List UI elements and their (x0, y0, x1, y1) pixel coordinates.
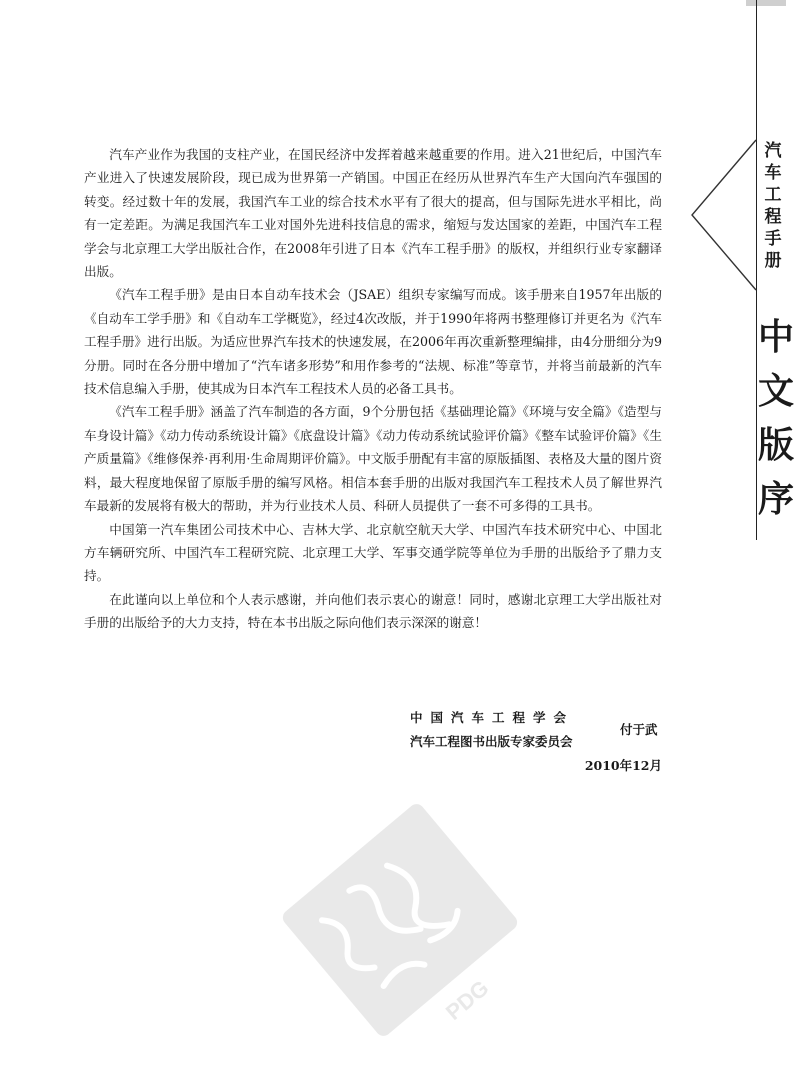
signature-org-committee: 汽车工程图书出版专家委员会 (410, 734, 573, 749)
side-section-heading (758, 310, 794, 526)
signature-date: 2010年12月 (584, 758, 662, 773)
watermark-label: PDG (440, 975, 494, 1025)
side-book-title (760, 140, 786, 272)
side-preface-char: 序 (758, 478, 794, 520)
signature-block (380, 708, 662, 778)
paragraph-5: 在此谨向以上单位和个人表示感谢，并向他们表示衷心的谢意！同时，感谢北京理工大学出版社对手册的出版给予的大力支持，特在本书出版之际向他们表示深深的谢意！ (84, 591, 662, 631)
paragraph-2: 《汽车工程手册》是由日本自动车技术会（JSAE）组织专家编写而成。该手册来自1957年出版的《自动车工学手册》和《自动车工学概览》，经过4次改版，并于1990年将两书整理修订并更名为《汽车工程手册》进行出版。为适应世界汽车技术的快速发展，在2006年再次重新整理编排，由4分册细分为9分册。同时在各分册中增加了“汽车诸多形势”和用作参考的“法规、标准”等章节，并将当前最新的汽车技术信息编入手册，使其成为日本汽车工程技术人员的必备工具书。 (84, 287, 662, 397)
side-title-char: 汽 (764, 141, 782, 161)
side-preface-char: 版 (758, 424, 794, 466)
watermark-seal (250, 770, 550, 1070)
paragraph-3: 《汽车工程手册》涵盖了汽车制造的各方面，9个分册包括《基础理论篇》《环境与安全篇》《造型与车身设计篇》《动力传动系统设计篇》《底盘设计篇》《动力传动系统试验评价篇》《整车试验评价篇》《生产质量篇》《维修保养·再利用·生命周期评价篇》。中文版手册配有丰富的原版插图、表格及大量的图片资料，最大程度地保留了原版手册的编写风格。相信本套手册的出版对我国汽车工程技术人员了解世界汽车最新的发展将有极大的帮助，并为行业技术人员、科研人员提供了一套不可多得的工具书。 (84, 404, 662, 514)
preface-body (84, 143, 662, 635)
paragraph-4: 中国第一汽车集团公司技术中心、吉林大学、北京航空航天大学、中国汽车技术研究中心、中国北方车辆研究所、中国汽车工程研究院、北京理工大学、军事交通学院等单位为手册的出版给予了鼎力支持。 (84, 521, 662, 584)
side-title-char: 手 (764, 229, 782, 249)
side-preface-char: 文 (758, 370, 794, 412)
side-preface-char: 中 (758, 316, 794, 358)
side-title-char: 程 (764, 207, 782, 227)
side-tab-chevron-icon (690, 140, 758, 290)
signature-org-society: 中国汽车工程学会 (410, 710, 575, 725)
side-title-char: 工 (764, 185, 782, 205)
paragraph-1: 汽车产业作为我国的支柱产业，在国民经济中发挥着越来越重要的作用。进入21世纪后，中国汽车产业进入了快速发展阶段，现已成为世界第一产销国。中国正在经历从世界汽车生产大国向汽车强国的转变。经过数十年的发展，我国汽车工业的综合技术水平有了很大的提高，但与国际先进水平相比，尚有一定差距。为满足我国汽车工业对国外先进科技信息的需求，缩短与发达国家的差距，中国汽车工程学会与北京理工大学出版社合作，在2008年引进了日本《汽车工程手册》的版权，并组织行业专家翻译出版。 (84, 147, 662, 280)
side-title-char: 车 (764, 163, 782, 183)
scan-edge-mark (746, 0, 786, 6)
signature-author: 付于武 (620, 722, 658, 737)
side-title-char: 册 (764, 251, 782, 271)
